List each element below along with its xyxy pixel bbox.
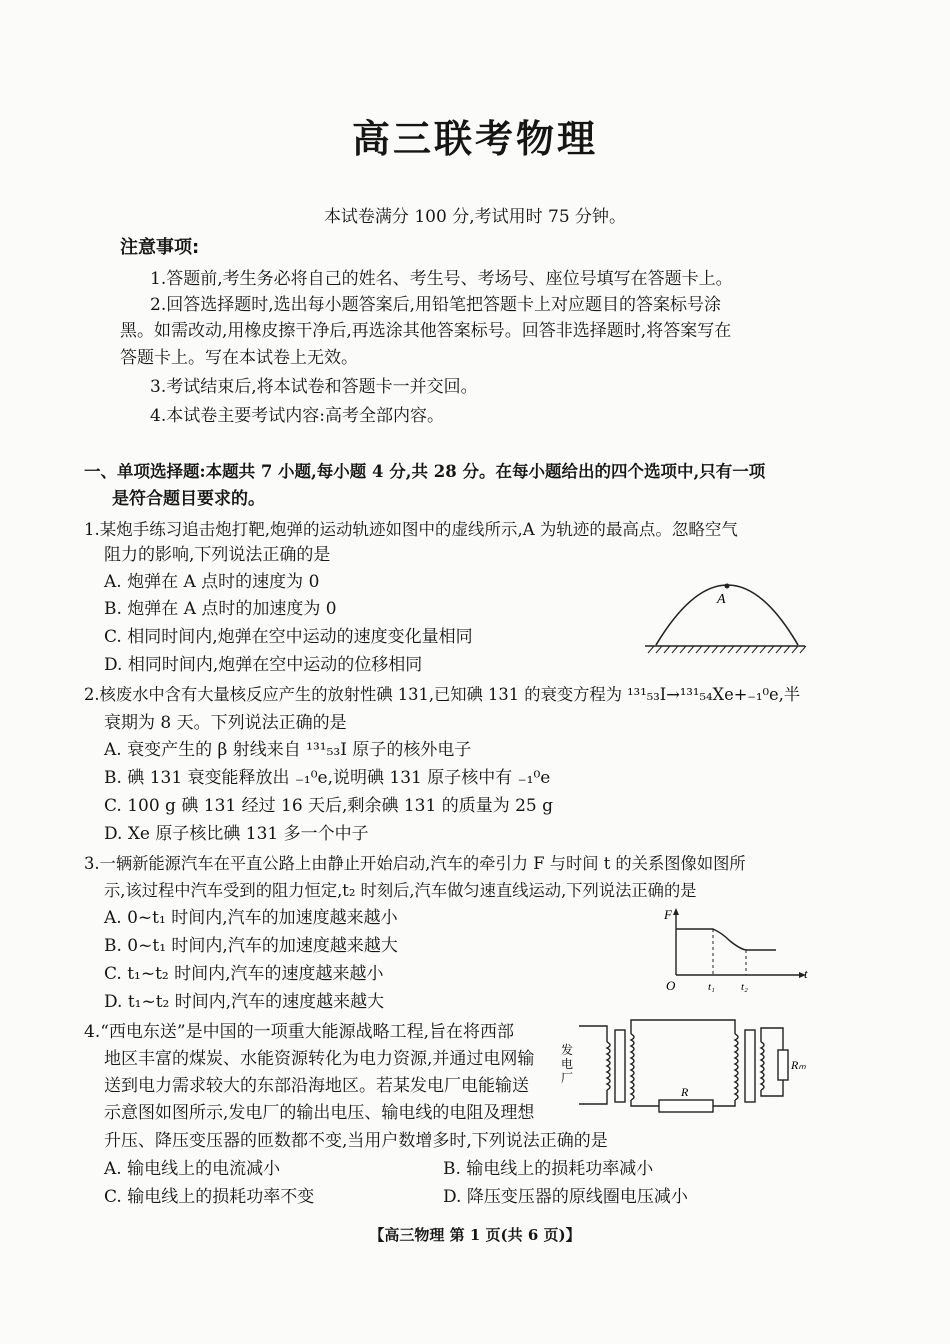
step-down-secondary-coil xyxy=(761,1042,764,1090)
plant-label: 电 xyxy=(561,1057,574,1071)
q4-option-a: A. 输电线上的电流减小 xyxy=(104,1159,281,1179)
q1-option-a: A. 炮弹在 A 点时的速度为 0 xyxy=(104,572,320,592)
ground-hatch xyxy=(648,646,806,653)
notice-item: 3.考试结束后,将本试卷和答题卡一并交回。 xyxy=(150,377,478,397)
q3-stem-cont: 示,该过程中汽车受到的阻力恒定,t₂ 时刻后,汽车做匀速直线运动,下列说法正确的是 xyxy=(104,881,697,900)
point-a xyxy=(725,584,730,589)
trajectory-curve xyxy=(656,585,798,645)
q1-option-b: B. 炮弹在 A 点时的加速度为 0 xyxy=(104,599,337,619)
plant-label: 发 xyxy=(561,1043,574,1057)
step-down-core xyxy=(745,1030,755,1102)
user-load-resistor xyxy=(778,1050,788,1080)
line-resistor-label: R xyxy=(681,1085,689,1099)
step-up-secondary-coil xyxy=(631,1034,634,1100)
notice-item: 答题卡上。写在本试卷上无效。 xyxy=(120,348,358,368)
y-axis-label: F xyxy=(664,907,672,922)
load-resistor-label: Rₘ xyxy=(791,1058,806,1072)
section-heading-cont: 是符合题目要求的。 xyxy=(112,489,265,509)
q4-stem-cont: 地区丰富的煤炭、水能资源转化为电力资源,并通过电网输 xyxy=(104,1049,535,1069)
q4-power-transmission-circuit xyxy=(555,1012,817,1120)
force-curve xyxy=(676,929,776,950)
q2-stem: 2.核废水中含有大量核反应产生的放射性碘 131,已知碘 131 的衰变方程为 ¹³¹₅₃I→¹³¹₅₄Xe+₋₁⁰e,半 xyxy=(84,685,801,704)
exam-info: 本试卷满分 100 分,考试用时 75 分钟。 xyxy=(323,207,627,227)
q3-option-a: A. 0~t₁ 时间内,汽车的加速度越来越小 xyxy=(104,908,398,928)
q3-option-d: D. t₁~t₂ 时间内,汽车的速度越来越大 xyxy=(104,992,385,1012)
page-title: 高三联考物理 xyxy=(351,117,598,161)
q2-option-b: B. 碘 131 衰变能释放出 ₋₁⁰e,说明碘 131 原子核中有 ₋₁⁰e xyxy=(104,768,551,788)
step-up-core xyxy=(615,1030,625,1102)
t1-label: t₁ xyxy=(708,981,715,993)
q4-stem: 4.“西电东送”是中国的一项重大能源战略工程,旨在将西部 xyxy=(84,1022,515,1042)
q1-stem-cont: 阻力的影响,下列说法正确的是 xyxy=(104,545,331,565)
q3-option-b: B. 0~t₁ 时间内,汽车的加速度越来越大 xyxy=(104,936,398,956)
y-axis-arrow xyxy=(673,908,679,915)
q4-option-d: D. 降压变压器的原线圈电压减小 xyxy=(443,1187,688,1207)
q4-stem-cont: 送到电力需求较大的东部沿海地区。若某发电厂电能输送 xyxy=(104,1076,529,1096)
point-a-label: A xyxy=(717,592,726,607)
step-up-primary-coil xyxy=(607,1042,610,1090)
notice-item: 黑。如需改动,用橡皮擦干净后,再选涂其他答案标号。回答非选择题时,将答案写在 xyxy=(120,321,732,341)
q3-stem: 3.一辆新能源汽车在平直公路上由静止开始启动,汽车的牵引力 F 与时间 t 的关系图像如图所 xyxy=(84,854,746,873)
q4-option-b: B. 输电线上的损耗功率减小 xyxy=(443,1159,654,1179)
q1-trajectory-figure xyxy=(640,565,810,660)
q1-option-d: D. 相同时间内,炮弹在空中运动的位移相同 xyxy=(104,655,423,675)
q1-option-c: C. 相同时间内,炮弹在空中运动的速度变化量相同 xyxy=(104,627,473,647)
page-footer: 【高三物理 第 1 页(共 6 页)】 xyxy=(369,1226,581,1244)
notice-heading: 注意事项: xyxy=(120,237,200,258)
q2-stem-cont: 衰期为 8 天。下列说法正确的是 xyxy=(104,713,347,733)
q2-option-c: C. 100 g 碘 131 经过 16 天后,剩余碘 131 的质量为 25 g xyxy=(104,796,554,816)
q3-force-time-graph xyxy=(660,905,820,997)
q4-option-c: C. 输电线上的损耗功率不变 xyxy=(104,1187,315,1207)
q2-option-d: D. Xe 原子核比碘 131 多一个中子 xyxy=(104,824,369,844)
step-down-primary-coil xyxy=(735,1034,738,1100)
q4-stem-cont: 示意图如图所示,发电厂的输出电压、输电线的电阻及理想 xyxy=(104,1103,535,1123)
section-heading: 一、单项选择题:本题共 7 小题,每小题 4 分,共 28 分。在每小题给出的四个选项中,只有一项 xyxy=(84,462,766,481)
origin-label: O xyxy=(666,978,676,993)
t2-label: t₂ xyxy=(741,981,748,993)
notice-item: 1.答题前,考生务必将自己的姓名、考生号、考场号、座位号填写在答题卡上。 xyxy=(150,269,733,289)
transmission-line-top xyxy=(631,1020,735,1034)
q3-option-c: C. t₁~t₂ 时间内,汽车的速度越来越小 xyxy=(104,964,384,984)
line-resistor xyxy=(659,1100,713,1112)
notice-item: 4.本试卷主要考试内容:高考全部内容。 xyxy=(150,406,444,426)
q4-stem-cont: 升压、降压变压器的匝数都不变,当用户数增多时,下列说法正确的是 xyxy=(104,1131,608,1151)
plant-label: 厂 xyxy=(561,1071,574,1085)
plant-wire xyxy=(579,1026,607,1104)
q1-stem: 1.某炮手练习追击炮打靶,炮弹的运动轨迹如图中的虚线所示,A 为轨迹的最高点。忽略空气 xyxy=(84,520,738,539)
notice-item: 2.回答选择题时,选出每小题答案后,用铅笔把答题卡上对应题目的答案标号涂 xyxy=(150,295,722,315)
q2-option-a: A. 衰变产生的 β 射线来自 ¹³¹₅₃I 原子的核外电子 xyxy=(104,740,472,760)
x-axis-label: t xyxy=(804,966,808,981)
